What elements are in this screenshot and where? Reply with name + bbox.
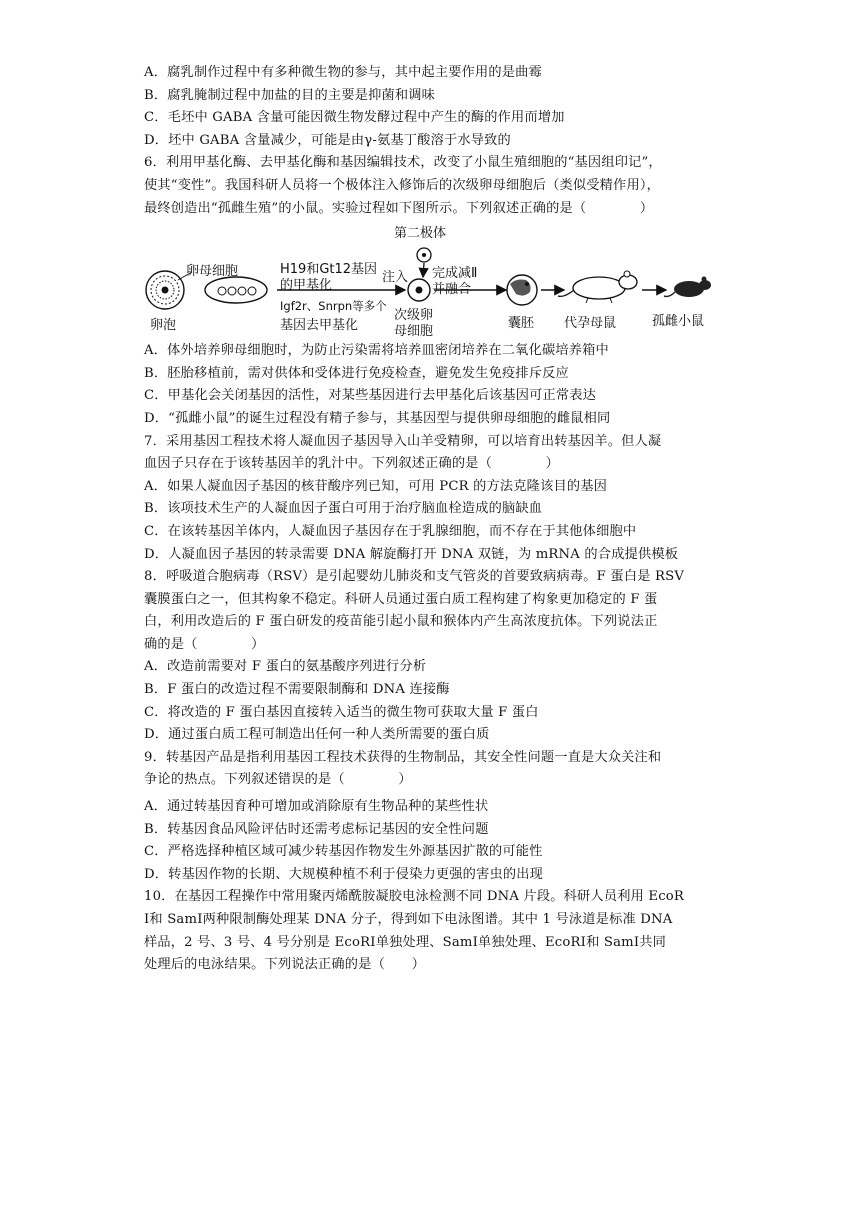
offspring-mouse-icon xyxy=(664,277,711,298)
q9-option-a: A．通过转基因育种可增加或消除原有生物品种的某些性状 xyxy=(144,799,489,815)
secondary-oocyte-label-2: 母细胞 xyxy=(394,324,434,340)
q7-stem-line: 7．采用基因工程技术将人凝血因子基因导入山羊受精卵，可以培育出转基因羊。但人凝 xyxy=(144,433,662,449)
q10-stem-line: 处理后的电泳结果。下列说法正确的是（ ） xyxy=(144,957,426,973)
question-7 xyxy=(144,431,718,567)
exam-page xyxy=(144,62,718,977)
offspring-mouse-label: 孤雌小鼠 xyxy=(652,314,705,330)
q9-stem-line: 9．转基因产品是指利用基因工程技术获得的生物制品，其安全性问题一直是大众关注和 xyxy=(144,749,662,765)
surrogate-mouse-icon xyxy=(558,271,637,303)
q5-option-d: D．坯中 GABA 含量减少，可能是由γ-氨基丁酸溶于水导致的 xyxy=(144,132,511,148)
inject-label: 注入 xyxy=(382,270,409,286)
oocyte-label: 卵母细胞 xyxy=(186,264,239,280)
q9-stem-line: 争论的热点。下列叙述错误的是（ ） xyxy=(144,772,412,788)
q8-stem-line: 白，利用改造后的 F 蛋白研发的疫苗能引起小鼠和猴体内产生高浓度抗体。下列说法正 xyxy=(144,614,658,630)
q7-option-b: B．该项技术生产的人凝血因子蛋白可用于治疗脑血栓造成的脑缺血 xyxy=(144,501,543,517)
q5-option-b: B．腐乳腌制过程中加盐的目的主要是抑菌和调味 xyxy=(144,87,436,103)
q6-option-a: A．体外培养卵母细胞时，为防止污染需将培养皿密闭培养在二氧化碳培养箱中 xyxy=(144,343,609,359)
parthenogenesis-diagram xyxy=(144,222,718,338)
q6-stem-line: 使其“变性”。我国科研人员将一个极体注入修饰后的次级卵母细胞后（类似受精作用）， xyxy=(144,177,661,193)
q6-option-d: D．“孤雌小鼠”的诞生过程没有精子参与，其基因型与提供卵母细胞的雌鼠相同 xyxy=(144,410,611,426)
methylation-label-2: 的甲基化 xyxy=(280,278,333,294)
q8-stem-line: 确的是（ ） xyxy=(144,636,265,652)
q7-option-c: C．在该转基因羊体内，人凝血因子基因存在于乳腺细胞，而不存在于其他体细胞中 xyxy=(144,523,637,539)
surrogate-mouse-label: 代孕母鼠 xyxy=(564,316,617,332)
q8-option-a: A．改造前需要对 F 蛋白的氨基酸序列进行分析 xyxy=(144,659,427,675)
q6-option-b: B．胚胎移植前，需对供体和受体进行免疫检查，避免发生免疫排斥反应 xyxy=(144,365,569,381)
q5-option-a: A．腐乳制作过程中有多种微生物的参与，其中起主要作用的是曲霉 xyxy=(144,65,542,80)
methylation-label-1: H19和Gt12基因 xyxy=(280,262,378,278)
follicle-label: 卵泡 xyxy=(150,318,177,334)
q5-options xyxy=(144,62,718,152)
q6-option-c: C．甲基化会关闭基因的活性，对某些基因进行去甲基化后该基因可正常表达 xyxy=(144,388,597,404)
petri-dish-icon xyxy=(205,277,267,303)
secondary-oocyte-label-1: 次级卵 xyxy=(394,308,434,324)
q5-option-c: C．毛坯中 GABA 含量可能因微生物发酵过程中产生的酶的作用而增加 xyxy=(144,110,565,126)
q7-stem-line: 血因子只存在于该转基因羊的乳汁中。下列叙述正确的是（ ） xyxy=(144,456,560,472)
q6-stem-line: 6．利用甲基化酶、去甲基化酶和基因编辑技术，改变了小鼠生殖细胞的“基因组印记”， xyxy=(144,155,662,171)
demethylation-label-2: 基因去甲基化 xyxy=(280,318,359,334)
q7-option-d: D．人凝血因子基因的转录需要 DNA 解旋酶打开 DNA 双链，为 mRNA 的合成提供模板 xyxy=(144,546,679,562)
demethylation-label-1: Igf2r、Snrpn等多个 xyxy=(280,299,387,314)
question-6 xyxy=(144,152,718,430)
q9-option-b: B．转基因食品风险评估时还需考虑标记基因的安全性问题 xyxy=(144,821,489,837)
blastocyst-label: 囊胚 xyxy=(508,316,535,332)
meiosis-label-2: 并融合 xyxy=(432,282,472,298)
blastocyst-icon xyxy=(507,275,537,305)
secondary-oocyte-icon xyxy=(408,279,430,301)
polar-body-icon xyxy=(417,248,431,262)
q6-stem-line: 最终创造出“孤雌生殖”的小鼠。实验过程如下图所示。下列叙述正确的是（ ） xyxy=(144,200,654,216)
meiosis-label-1: 完成减Ⅱ xyxy=(432,266,478,282)
q10-stem-line: 样品，2 号、3 号、4 号分别是 EcoRⅠ单独处理、SamⅠ单独处理、EcoRⅠ和 SamⅠ共同 xyxy=(144,934,667,950)
q9-option-d: D．转基因作物的长期、大规模种植不利于侵染力更强的害虫的出现 xyxy=(144,866,544,882)
question-9 xyxy=(144,747,718,887)
q10-stem-line: 10．在基因工程操作中常用聚丙烯酰胺凝胶电泳检测不同 DNA 片段。科研人员利用 EcoR xyxy=(144,889,685,905)
follicle-icon xyxy=(146,271,184,309)
question-10 xyxy=(144,886,718,976)
q7-option-a: A．如果人凝血因子基因的核苷酸序列已知，可用 PCR 的方法克隆该目的基因 xyxy=(144,478,608,494)
q9-option-c: C．严格选择种植区域可减少转基因作物发生外源基因扩散的可能性 xyxy=(144,844,543,860)
question-8 xyxy=(144,566,718,747)
polar-body-label: 第二极体 xyxy=(394,226,447,242)
q8-stem-line: 8．呼吸道合胞病毒（RSV）是引起婴幼儿肺炎和支气管炎的首要致病病毒。F 蛋白是 RSV xyxy=(144,569,685,585)
q8-option-c: C．将改造的 F 蛋白基因直接转入适当的微生物可获取大量 F 蛋白 xyxy=(144,704,539,720)
q8-stem-line: 囊膜蛋白之一，但其构象不稳定。科研人员通过蛋白质工程构建了构象更加稳定的 F 蛋 xyxy=(144,591,658,607)
q10-stem-line: Ⅰ和 SamⅠ两种限制酶处理某 DNA 分子，得到如下电泳图谱。其中 1 号泳道是标准 DNA xyxy=(144,912,673,927)
q8-option-d: D．通过蛋白质工程可制造出任何一种人类所需要的蛋白质 xyxy=(144,727,490,743)
q8-option-b: B．F 蛋白的改造过程不需要限制酶和 DNA 连接酶 xyxy=(144,682,450,698)
